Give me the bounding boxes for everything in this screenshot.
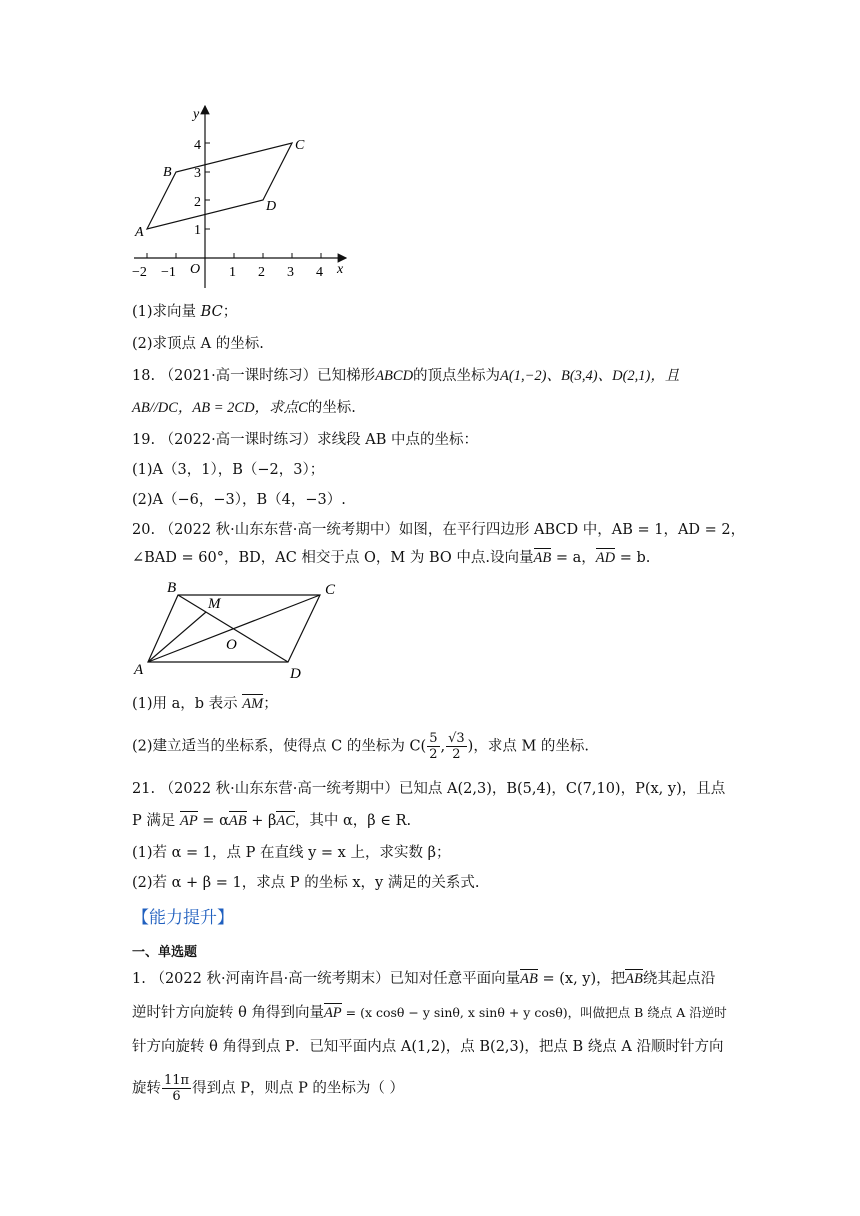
q20-line2: ∠BAD = 60°，BD，AC 相交于点 O，M 为 BO 中点.设向量AB = a，AD = b. xyxy=(132,550,651,566)
point-label: B xyxy=(167,580,177,596)
x-tick: −1 xyxy=(161,265,176,280)
point-label: D xyxy=(266,199,277,214)
mc1-line1: 1. （2022 秋·河南许昌·高一统考期末）已知对任意平面向量AB = (x, y)，把AB绕其起点沿 xyxy=(132,971,716,987)
y-tick: 2 xyxy=(194,195,201,210)
q20-part1: (1)用 a，b 表示 AM； xyxy=(132,696,278,712)
q18-line2: AB//DC，AB = 2CD，求点C的坐标. xyxy=(132,400,356,416)
q19-line1: 19. （2022·高一课时练习）求线段 AB 中点的坐标： xyxy=(132,432,479,448)
fraction: $\frac{5}{2}$ xyxy=(429,731,438,762)
x-tick: 1 xyxy=(229,265,236,280)
point-label: C xyxy=(295,138,305,153)
q19-part2: (2)A（−6，−3），B（4，−3）. xyxy=(132,492,346,508)
x-tick: 2 xyxy=(258,265,265,280)
section-subtitle: 一、单选题 xyxy=(132,945,198,960)
q21-line1: 21. （2022 秋·山东东营·高一统考期中）已知点 A(2,3)，B(5,4)，C(7,10)，P(x, y)，且点 xyxy=(132,781,726,797)
fraction: $\frac{11\pi}{6}$ xyxy=(164,1073,190,1104)
y-tick: 1 xyxy=(194,223,201,238)
parallelogram-abcd xyxy=(147,143,292,229)
point-label: M xyxy=(208,596,221,612)
q21-part1: (1)若 α = 1，点 P 在直线 y = x 上，求实数 β； xyxy=(132,845,451,861)
point-label: A xyxy=(135,225,144,240)
q19-part1: (1)A（3，1），B（−2，3）； xyxy=(132,462,325,478)
x-tick: −2 xyxy=(132,265,147,280)
x-axis-label: x xyxy=(337,262,344,277)
point-label: A xyxy=(134,662,144,678)
fraction: $\frac{√3}{2}$ xyxy=(448,731,465,762)
q17-part2: (2)求顶点 A 的坐标. xyxy=(132,336,264,352)
y-tick: 4 xyxy=(194,138,201,153)
coordinate-figure xyxy=(128,100,360,290)
y-axis-label: y xyxy=(193,107,200,122)
q21-part2: (2)若 α + β = 1，求点 P 的坐标 x，y 满足的关系式. xyxy=(132,875,480,891)
x-tick: 4 xyxy=(316,265,323,280)
segment-am xyxy=(148,612,206,662)
q20-line1: 20. （2022 秋·山东东营·高一统考期中）如图，在平行四边形 ABCD 中，AB = 1，AD = 2， xyxy=(132,522,746,538)
y-tick: 3 xyxy=(194,166,201,181)
parallelogram-figure xyxy=(130,575,350,685)
mc1-line4: 旋转 $\frac{11\pi}{6}$ 得到点 P，则点 P 的坐标为（ ） xyxy=(132,1073,405,1104)
section-title: 【能力提升】 xyxy=(132,908,234,928)
mc1-line3: 针方向旋转 θ 角得到点 P．已知平面内点 A(1,2)，点 B(2,3)，把点 B 绕点 A 沿顺时针方向 xyxy=(132,1039,724,1055)
point-label: O xyxy=(226,637,237,653)
q21-line2: P 满足 AP = αAB + βAC，其中 α，β ∈ R. xyxy=(132,813,412,829)
q18-line1: 18. （2021·高一课时练习）已知梯形ABCD的顶点坐标为A(1,−2)、B(3,4)、D(2,1)，且 xyxy=(132,368,680,384)
q17-part1: (1)求向量 BC； xyxy=(132,304,238,320)
origin-label: O xyxy=(190,262,201,277)
x-tick: 3 xyxy=(287,265,294,280)
mc1-line2: 逆时针方向旋转 θ 角得到向量AP = (x cosθ − y sinθ, x sinθ + y cosθ)，叫做把点 B 绕点 A 沿逆时 xyxy=(132,1005,727,1021)
point-label: D xyxy=(290,666,301,682)
point-label: C xyxy=(325,582,336,598)
q20-part2: (2)建立适当的坐标系，使得点 C 的坐标为 C( $\frac{5}{2}$ , $\frac{√3}{2}$ )，求点 M 的坐标. xyxy=(132,731,590,762)
point-label: B xyxy=(163,165,172,180)
